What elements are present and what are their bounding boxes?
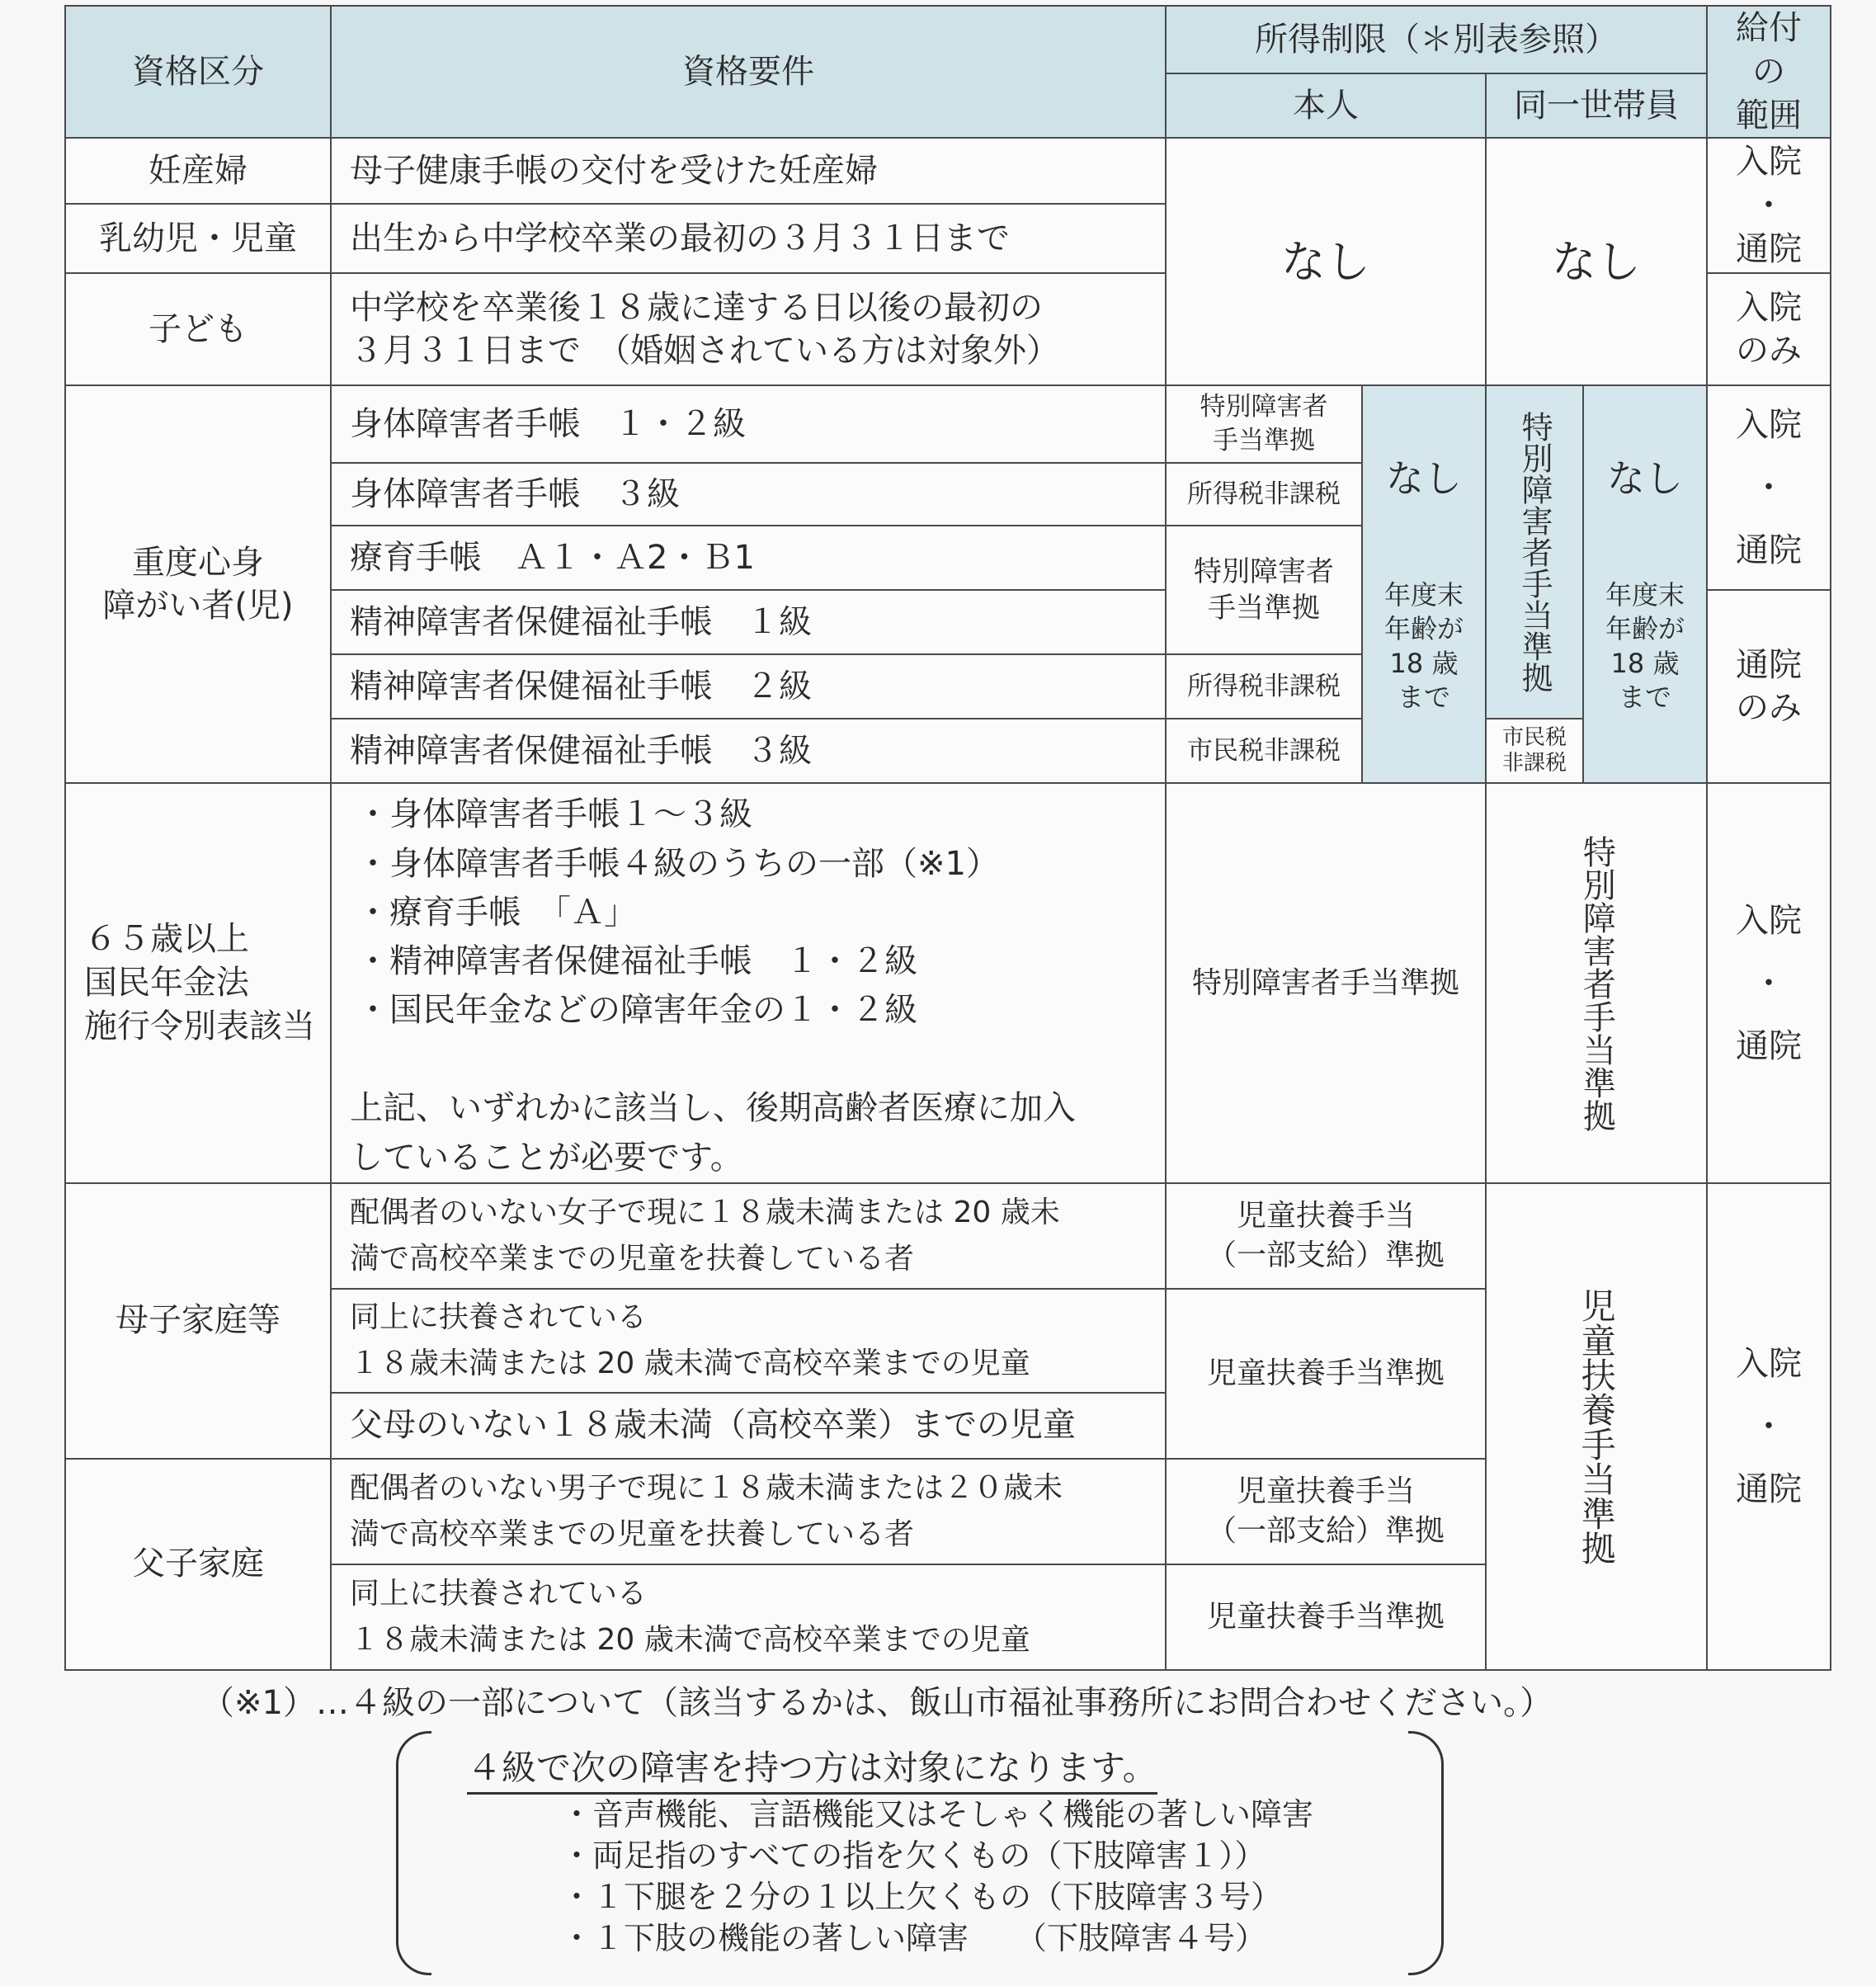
- header-household: 同一世帯員: [1486, 73, 1707, 138]
- household-age-note: なし 年度末 年齢が 18 歳 まで: [1583, 385, 1707, 783]
- list-item: ・ １下肢の機能の著しい障害 （下肢障害４号）: [561, 1918, 1313, 1959]
- requirement-disabled-1: 身体障害者手帳 １・２級: [331, 385, 1166, 463]
- requirement-pregnant: 母子健康手帳の交付を受けた妊産婦: [331, 138, 1166, 204]
- footnote: （※1）…４級の一部について（該当するかは、飯山市福祉事務所にお問合わせください。）: [201, 1684, 1553, 1722]
- self-criteria-5: 市民税非課税: [1166, 719, 1362, 783]
- household-elderly: 特別障害者手当準拠: [1486, 783, 1707, 1182]
- benefit-family: 入院 ・ 通院: [1707, 1183, 1831, 1670]
- header-requirement: 資格要件: [331, 6, 1166, 138]
- header-benefit-range: 給付 の 範囲: [1707, 6, 1831, 138]
- self-criteria-1: 特別障害者 手当準拠: [1166, 385, 1362, 463]
- household-tax-criteria: 市民税 非課税: [1486, 719, 1583, 783]
- self-mother-2: 児童扶養手当準拠: [1166, 1289, 1486, 1459]
- category-elderly: ６５歳以上 国民年金法 施行令別表該当: [65, 783, 331, 1182]
- grade4-box: [396, 1731, 1444, 1979]
- header-category: 資格区分: [65, 6, 331, 138]
- category-mother: 母子家庭等: [65, 1183, 331, 1459]
- list-item: ・ 音声機能、言語機能又はそしゃく機能の著しい障害: [561, 1794, 1313, 1835]
- requirement-elderly: ・身体障害者手帳１～３級 ・身体障害者手帳４級のうちの一部（※1） ・療育手帳 「Ａ」 ・精神障害者保健福祉手帳 １・２級 ・国民年金などの障害年金の１・２級 上記、いずれかに該当し、後期高齢者医療に加入 していることが必要です。: [331, 783, 1166, 1182]
- self-mother-1: 児童扶養手当 （一部支給）準拠: [1166, 1183, 1486, 1289]
- category-child: 子ども: [65, 273, 331, 385]
- household-family: 児童扶養手当準拠: [1486, 1183, 1707, 1670]
- household-limit-none: なし: [1486, 138, 1707, 385]
- requirement-disabled-5: 精神障害者保健福祉手帳 ２級: [331, 654, 1166, 719]
- requirement-disabled-4: 精神障害者保健福祉手帳 １級: [331, 590, 1166, 654]
- category-father: 父子家庭: [65, 1459, 331, 1670]
- eligibility-table: [64, 5, 1831, 1671]
- requirement-father-2: 同上に扶養されている １８歳未満または 20 歳未満で高校卒業までの児童: [331, 1564, 1166, 1670]
- household-vertical-criteria: 特別障害者手当準拠: [1486, 385, 1583, 719]
- requirement-mother-1: 配偶者のいない女子で現に１８歳未満または 20 歳未 満で高校卒業までの児童を扶養している者: [331, 1183, 1166, 1289]
- self-age-note: なし 年度末 年齢が 18 歳 まで: [1362, 385, 1486, 783]
- requirement-father-1: 配偶者のいない男子で現に１８歳未満または２０歳未 満で高校卒業までの児童を扶養している者: [331, 1459, 1166, 1564]
- benefit-inpatient-only: 入院 のみ: [1707, 273, 1831, 385]
- self-father-2: 児童扶養手当準拠: [1166, 1564, 1486, 1670]
- requirement-mother-3: 父母のいない１８歳未満（高校卒業）までの児童: [331, 1393, 1166, 1459]
- list-item: ・ １下腿を２分の１以上欠くもの（下肢障害３号）: [561, 1876, 1313, 1918]
- grade4-box-title: ４級で次の障害を持つ方は対象になります。: [467, 1741, 1157, 1795]
- list-item: ・ 両足指のすべての指を欠くもの（下肢障害１））: [561, 1835, 1313, 1876]
- requirement-mother-2: 同上に扶養されている １８歳未満または 20 歳未満で高校卒業までの児童: [331, 1289, 1166, 1393]
- category-infant: 乳幼児・児童: [65, 204, 331, 273]
- grade4-list: [561, 1794, 1313, 1959]
- category-pregnant: 妊産婦: [65, 138, 331, 204]
- benefit-elderly: 入院 ・ 通院: [1707, 783, 1831, 1182]
- self-father-1: 児童扶養手当 （一部支給）準拠: [1166, 1459, 1486, 1564]
- benefit-disabled-b: 通院 のみ: [1707, 590, 1831, 783]
- category-disabled: 重度心身 障がい者(児): [65, 385, 331, 783]
- requirement-infant: 出生から中学校卒業の最初の３月３１日まで: [331, 204, 1166, 273]
- requirement-disabled-6: 精神障害者保健福祉手帳 ３級: [331, 719, 1166, 783]
- self-criteria-3: 特別障害者 手当準拠: [1166, 526, 1362, 654]
- self-criteria-4: 所得税非課税: [1166, 654, 1362, 719]
- requirement-disabled-2: 身体障害者手帳 ３級: [331, 463, 1166, 526]
- header-self: 本人: [1166, 73, 1486, 138]
- benefit-inpatient-outpatient: 入院 ・ 通院: [1707, 138, 1831, 273]
- requirement-disabled-3: 療育手帳 Ａ１・Ａ2・Ｂ1: [331, 526, 1166, 590]
- self-criteria-2: 所得税非課税: [1166, 463, 1362, 526]
- benefit-disabled-a: 入院 ・ 通院: [1707, 385, 1831, 590]
- self-limit-none: なし: [1166, 138, 1486, 385]
- header-income-limit: 所得制限（＊別表参照）: [1166, 6, 1707, 73]
- right-bracket: [1408, 1731, 1444, 1975]
- self-elderly: 特別障害者手当準拠: [1166, 783, 1486, 1182]
- left-bracket: [396, 1731, 431, 1975]
- requirement-child: 中学校を卒業後１８歳に達する日以後の最初の ３月３１日まで （婚姻されている方は対象外）: [331, 273, 1166, 385]
